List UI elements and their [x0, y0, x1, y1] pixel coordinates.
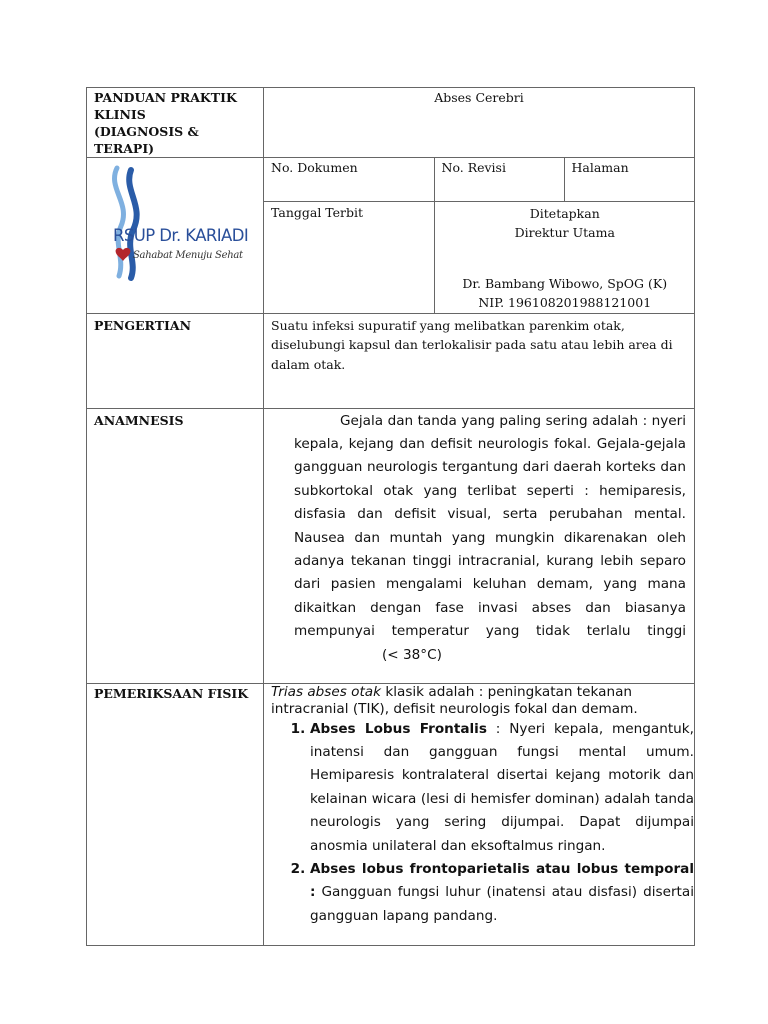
logo-name: RSUP Dr. KARIADI — [113, 226, 249, 245]
logo-wave-dark — [129, 170, 136, 278]
logo-tagline: Sahabat Menuju Sehat — [133, 250, 243, 261]
document-meta-cell — [264, 158, 695, 314]
signer-nip: NIP. 196108201988121001 — [478, 295, 652, 310]
pemeriksaan-fisik-list — [264, 718, 694, 929]
direktur-label: Direktur Utama — [514, 225, 615, 240]
guideline-label: PANDUAN PRAKTIK KLINIS (DIAGNOSIS & TERAPI) — [94, 90, 237, 156]
halaman-label: Halaman — [571, 160, 629, 175]
no-revisi-label: No. Revisi — [441, 160, 506, 175]
hospital-logo — [87, 158, 263, 311]
guideline-title: Abses Cerebri — [434, 90, 524, 105]
tanggal-terbit-label: Tanggal Terbit — [271, 204, 364, 220]
guideline-label-cell — [87, 88, 264, 158]
logo-cell — [87, 158, 264, 314]
list-item: 1. Abses Lobus Frontalis : Nyeri kepala, mengantuk, inatensi dan gangguan fungsi mental umum. Hemiparesis kontralateral disertai kejang motorik dan kelainan wicara (lesi di hemisfer dominan) adalah tanda neurologis yang sering dijumpai. Dapat dijumpai anosmia unilateral dan eksoftalmus ringan. — [310, 718, 694, 858]
anamnesis-text: Gejala dan tanda yang paling sering adalah : nyeri kepala, kejang dan defisit neurologis fokal. Gejala-gejala gangguan neurologis tergantung dari daerah korteks dan subkortokal otak yang terlibat seperti : hemiparesis, disfasia dan defisit visual, serta perubahan mental. Nausea dan muntah yang mungkin dikarenakan oleh adanya tekanan tinggi intracranial, kurang lebih separo dari pasien mengalami keluhan demam, yang mana dikaitkan dengan fase invasi abses dan biasanya mempunyai temperatur yang tidak terlalu tinggi(< 38°C) — [294, 412, 686, 663]
pemeriksaan-fisik-intro: Trias abses otak klasik adalah : peningkatan tekanan intracranial (TIK), defisit neurologis fokal dan demam. — [271, 683, 638, 717]
signer-name: Dr. Bambang Wibowo, SpOG (K) — [462, 275, 668, 291]
pengertian-text: Suatu infeksi supuratif yang melibatkan parenkim otak, diselubungi kapsul dan terlokalisir pada satu atau lebih area di dalam otak. — [271, 317, 673, 372]
document-meta-table — [264, 158, 695, 313]
no-dokumen-label: No. Dokumen — [271, 160, 358, 175]
ditetapkan-label: Ditetapkan — [529, 205, 600, 221]
list-item: 2. Abses lobus frontoparietalis atau lobus temporal : Gangguan fungsi luhur (inatensi atau disfasi) disertai gangguan lapang pandang. — [310, 858, 694, 928]
clinical-guideline-table — [86, 87, 695, 946]
anamnesis-temperature: (< 38°C) — [382, 646, 442, 663]
approval-block — [435, 202, 696, 313]
pemeriksaan-fisik-label: PEMERIKSAAN FISIK — [94, 685, 249, 701]
pengertian-label: PENGERTIAN — [94, 317, 191, 333]
guideline-title-cell — [264, 88, 695, 158]
anamnesis-label: ANAMNESIS — [94, 412, 184, 428]
